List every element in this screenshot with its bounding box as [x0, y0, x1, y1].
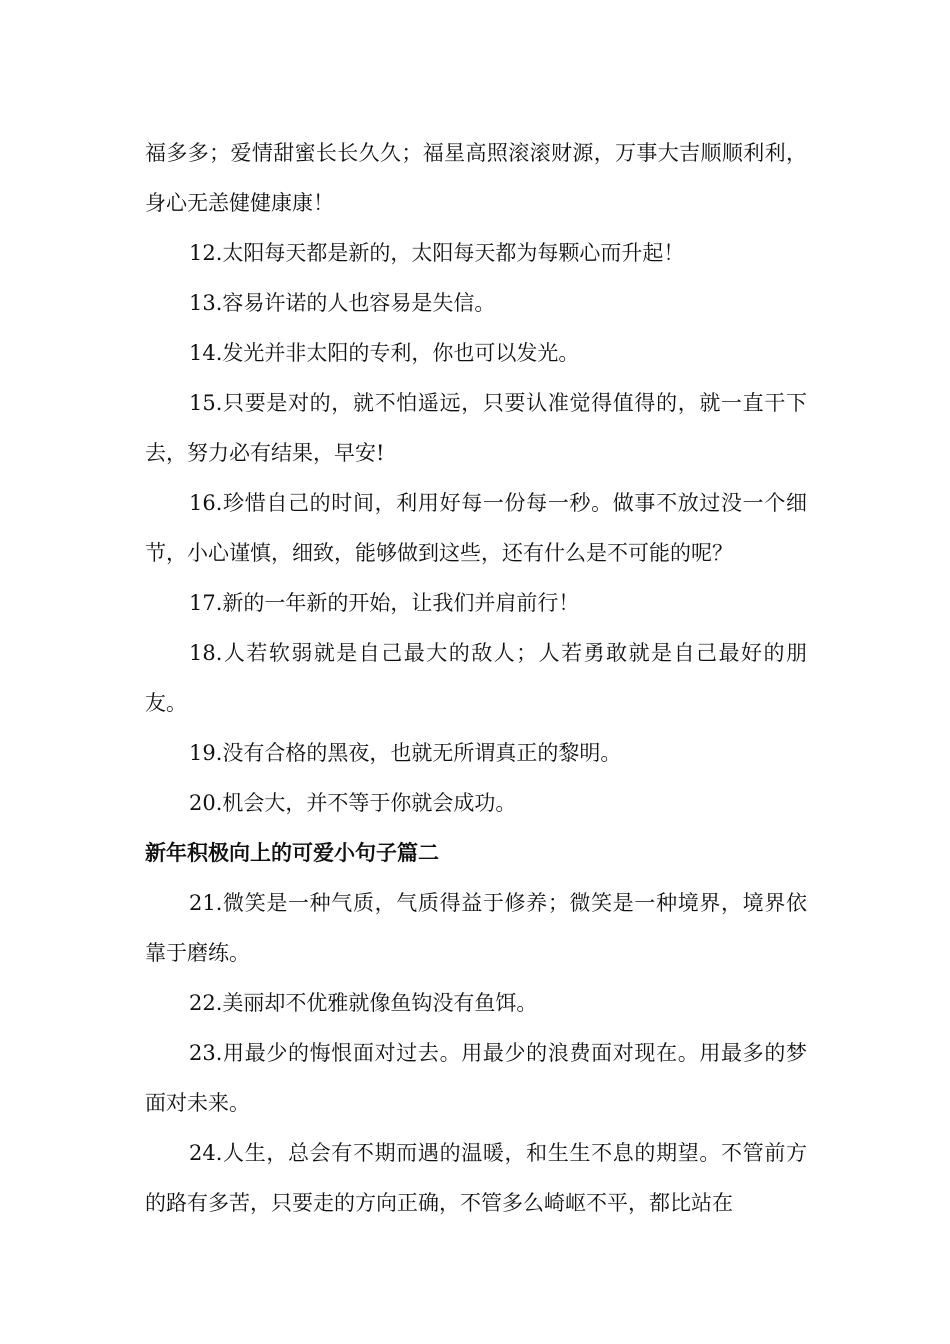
- paragraph-15: 15.只要是对的，就不怕遥远，只要认准觉得值得的，就一直干下去，努力必有结果，早安!: [145, 391, 807, 465]
- document-body: [145, 128, 807, 1228]
- paragraph-17: 17.新的一年新的开始，让我们并肩前行！: [189, 591, 580, 615]
- paragraph-21: 21.微笑是一种气质，气质得益于修养；微笑是一种境界，境界依靠于磨练。: [145, 891, 807, 965]
- paragraph-19: 19.没有合格的黑夜，也就无所谓真正的黎明。: [189, 741, 622, 765]
- paragraph-22: 22.美丽却不优雅就像鱼钩没有鱼饵。: [189, 991, 538, 1015]
- paragraph-18: 18.人若软弱就是自己最大的敌人；人若勇敢就是自己最好的朋友。: [145, 641, 807, 715]
- paragraph-12: 12.太阳每天都是新的，太阳每天都为每颗心而升起！: [189, 241, 685, 265]
- paragraph-continuation: 福多多；爱情甜蜜长长久久；福星高照滚滚财源，万事大吉顺顺利利，身心无恙健健康康！: [145, 141, 807, 215]
- section-heading: 新年积极向上的可爱小句子篇二: [145, 840, 439, 865]
- paragraph-16: 16.珍惜自己的时间，利用好每一份每一秒。做事不放过没一个细节，小心谨慎，细致，能够做到这些，还有什么是不可能的呢？: [145, 491, 807, 565]
- paragraph-20: 20.机会大，并不等于你就会成功。: [189, 791, 517, 815]
- paragraph-24: 24.人生，总会有不期而遇的温暖，和生生不息的期望。不管前方的路有多苦，只要走的方向正确，不管多么崎岖不平，都比站在: [145, 1141, 807, 1215]
- paragraph-23: 23.用最少的悔恨面对过去。用最少的浪费面对现在。用最多的梦面对未来。: [145, 1041, 807, 1115]
- paragraph-13: 13.容易许诺的人也容易是失信。: [189, 291, 496, 315]
- paragraph-14: 14.发光并非太阳的专利，你也可以发光。: [189, 341, 580, 365]
